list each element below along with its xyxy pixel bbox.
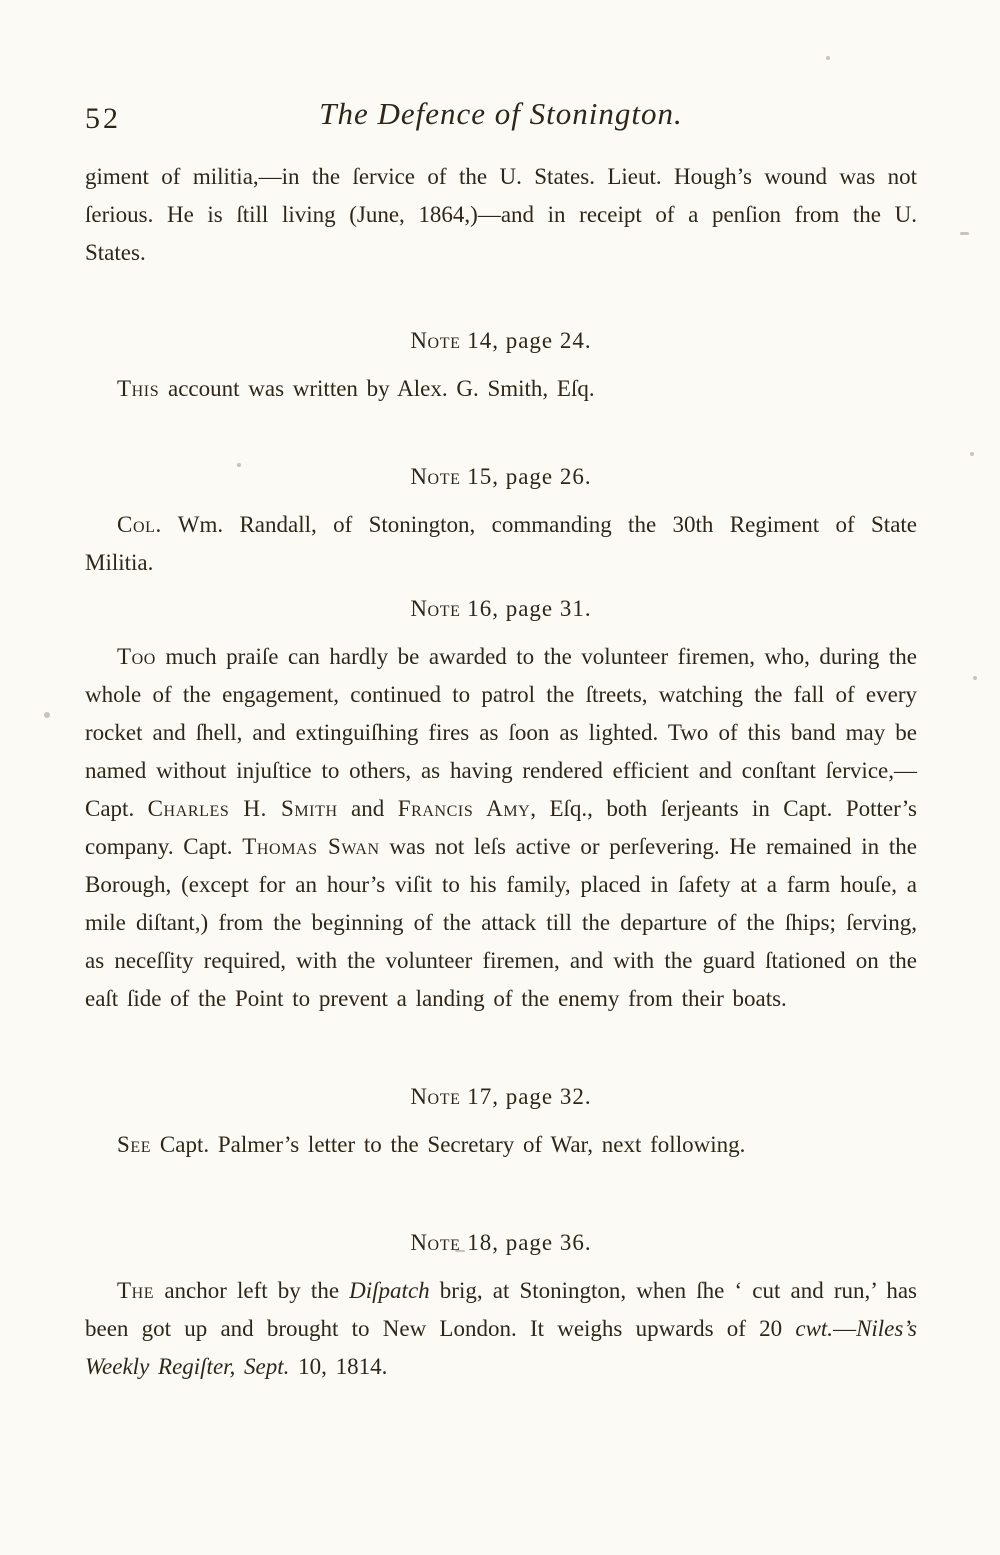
scan-speck [826, 56, 830, 60]
text-segment: Francis Amy [397, 796, 531, 821]
text-segment: Note [410, 1230, 461, 1255]
note-18-body [85, 1272, 917, 1386]
text-segment: Diſpatch [349, 1278, 430, 1303]
text-segment: 18, page 36. [460, 1230, 592, 1255]
text-segment: This [117, 376, 160, 401]
text-segment: anchor left by the [154, 1278, 350, 1303]
note-18-heading [85, 1228, 917, 1258]
note-16-heading [85, 594, 917, 624]
text-segment: 17, page 32. [460, 1084, 592, 1109]
text-segment: 16, page 31. [460, 596, 592, 621]
text-segment: and [337, 796, 398, 821]
text-segment: Niles’s Weekly Regiſter, Sept. [85, 1316, 917, 1379]
scan-speck [455, 1250, 465, 1252]
text-segment: account was written by Alex. G. Smith, Eſq. [159, 376, 595, 401]
note-15-body [85, 506, 917, 582]
scan-speck [237, 463, 241, 467]
text-segment: Note [410, 1084, 461, 1109]
note-14-body [85, 370, 917, 408]
text-segment: Charles H. Smith [147, 796, 338, 821]
note-16-body [85, 638, 917, 1018]
page-header [85, 96, 917, 144]
text-segment: See [117, 1132, 152, 1157]
text-segment: Wm. Randall, of Stonington, commanding the 30th Regiment of State Militia. [85, 512, 917, 575]
page-title: The Defence of Stonington. [319, 96, 683, 131]
text-segment: Col. [117, 512, 162, 537]
text-segment: cwt. [795, 1316, 834, 1341]
text-segment: Note [410, 464, 461, 489]
text-segment: Capt. Palmer’s letter to the Secretary of War, next following. [151, 1132, 746, 1157]
text-segment: Thomas Swan [242, 834, 380, 859]
text-segment: The [117, 1278, 155, 1303]
text-segment: 10, 1814. [289, 1354, 388, 1379]
text-segment: — [833, 1316, 857, 1341]
text-segment: Note [410, 328, 461, 353]
text-segment: much praiſe can hardly be awarded to the volunteer firemen, who, during the whole of the engagement, continued to patrol the ſtreets, watching the fall of every rocket and ſhell, and extinguiſhing fires as ſoon as lighted. Two of this band may be named without injuſtice to others, as having rendered efficient and conſtant ſervice,—Capt. [85, 644, 917, 821]
text-segment: , Eſq., both ſerjeants in Capt. Potter’s company. Capt. [85, 796, 917, 859]
scan-speck [960, 232, 969, 235]
page-number: 52 [85, 102, 121, 135]
text-segment: Too [117, 644, 156, 669]
note-17-body [85, 1126, 917, 1164]
scan-speck [44, 712, 50, 718]
text-segment: Note [410, 596, 461, 621]
note-15-heading [85, 462, 917, 492]
text-segment: was not leſs active or perſevering. He remained in the Borough, (except for an hour’s viſit to his family, placed in ſafety at a farm houſe, a mile diſtant,) from the beginning of the attack till the departure of the ſhips; ſerving, as neceſſity required, with the volunteer firemen, and with the guard ſtationed on the eaſt ſide of the Point to prevent a landing of the enemy from their boats. [85, 834, 917, 1011]
text-segment: 15, page 26. [460, 464, 592, 489]
text-segment: 14, page 24. [460, 328, 592, 353]
scan-speck [973, 676, 977, 680]
text-segment: giment of militia,—in the ſervice of the U. States. Lieut. Hough’s wound was not ſerious. He is ſtill living (June, 1864,)—and in receipt of a penſion from the U. States. [85, 164, 917, 265]
text-segment: brig, at Stonington, when ſhe ‘ cut and run,’ has been got up and brought to New London. It weighs upwards of 20 [85, 1278, 917, 1341]
scan-speck [970, 452, 974, 456]
note-14-heading [85, 326, 917, 356]
note-17-heading [85, 1082, 917, 1112]
paragraph-continuation [85, 158, 917, 272]
